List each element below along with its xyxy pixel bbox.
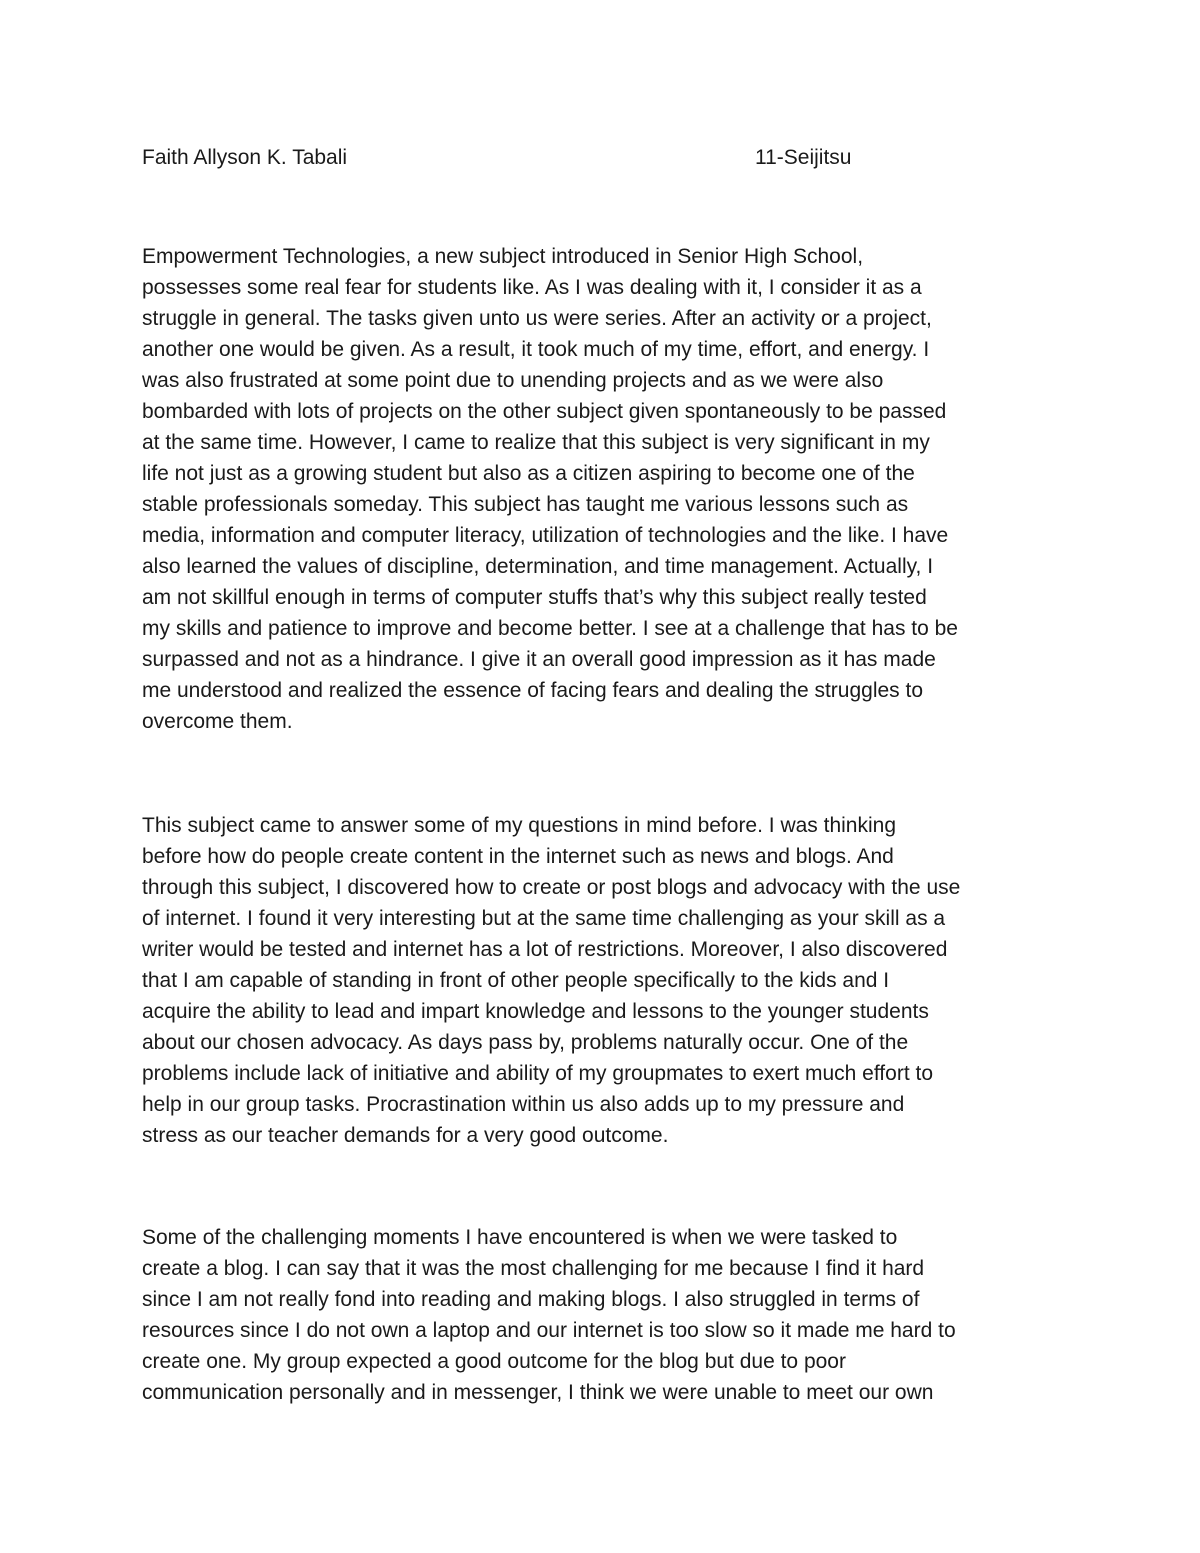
text-line: was also frustrated at some point due to unending projects and as we were also xyxy=(142,369,884,392)
text-line: about our chosen advocacy. As days pass by, problems naturally occur. One of the xyxy=(142,1031,909,1054)
paragraph-3 xyxy=(142,1222,1072,1408)
text-line: at the same time. However, I came to realize that this subject is very significant in my xyxy=(142,431,930,454)
text-line: Empowerment Technologies, a new subject introduced in Senior High School, xyxy=(142,245,864,268)
text-line: help in our group tasks. Procrastination within us also adds up to my pressure and xyxy=(142,1093,905,1116)
text-line: before how do people create content in the internet such as news and blogs. And xyxy=(142,845,894,868)
paragraph-2 xyxy=(142,810,1072,1151)
text-line: create one. My group expected a good outcome for the blog but due to poor xyxy=(142,1350,846,1373)
text-line: that I am capable of standing in front of other people specifically to the kids and I xyxy=(142,969,890,992)
text-line: life not just as a growing student but also as a citizen aspiring to become one of the xyxy=(142,462,915,485)
text-line: through this subject, I discovered how to create or post blogs and advocacy with the use xyxy=(142,876,961,899)
text-line: stress as our teacher demands for a very good outcome. xyxy=(142,1124,669,1147)
text-line: my skills and patience to improve and become better. I see at a challenge that has to be xyxy=(142,617,958,640)
text-line: possesses some real fear for students like. As I was dealing with it, I consider it as a xyxy=(142,276,922,299)
text-line: since I am not really fond into reading and making blogs. I also struggled in terms of xyxy=(142,1288,920,1311)
text-line: problems include lack of initiative and ability of my groupmates to exert much effort to xyxy=(142,1062,933,1085)
text-line: media, information and computer literacy, utilization of technologies and the like. I have xyxy=(142,524,949,547)
text-line: acquire the ability to lead and impart knowledge and lessons to the younger students xyxy=(142,1000,929,1023)
text-line: am not skillful enough in terms of computer stuffs that’s why this subject really tested xyxy=(142,586,927,609)
student-section: 11-Seijitsu xyxy=(755,146,852,169)
text-line: resources since I do not own a laptop and our internet is too slow so it made me hard to xyxy=(142,1319,956,1342)
text-line: communication personally and in messenger, I think we were unable to meet our own xyxy=(142,1381,934,1404)
text-line: overcome them. xyxy=(142,710,293,733)
paragraph-1 xyxy=(142,241,1072,737)
student-name: Faith Allyson K. Tabali xyxy=(142,146,348,169)
text-line: surpassed and not as a hindrance. I give it an overall good impression as it has made xyxy=(142,648,936,671)
text-line: also learned the values of discipline, determination, and time management. Actually, I xyxy=(142,555,934,578)
text-line: bombarded with lots of projects on the other subject given spontaneously to be passed xyxy=(142,400,947,423)
text-line: writer would be tested and internet has a lot of restrictions. Moreover, I also discovered xyxy=(142,938,948,961)
text-line: Some of the challenging moments I have encountered is when we were tasked to xyxy=(142,1226,898,1249)
text-line: This subject came to answer some of my questions in mind before. I was thinking xyxy=(142,814,897,837)
text-line: another one would be given. As a result, it took much of my time, effort, and energy. I xyxy=(142,338,930,361)
text-line: me understood and realized the essence of facing fears and dealing the struggles to xyxy=(142,679,924,702)
text-line: create a blog. I can say that it was the most challenging for me because I find it hard xyxy=(142,1257,925,1280)
text-line: stable professionals someday. This subject has taught me various lessons such as xyxy=(142,493,909,516)
text-line: struggle in general. The tasks given unto us were series. After an activity or a project, xyxy=(142,307,932,330)
text-line: of internet. I found it very interesting but at the same time challenging as your skill as a xyxy=(142,907,946,930)
